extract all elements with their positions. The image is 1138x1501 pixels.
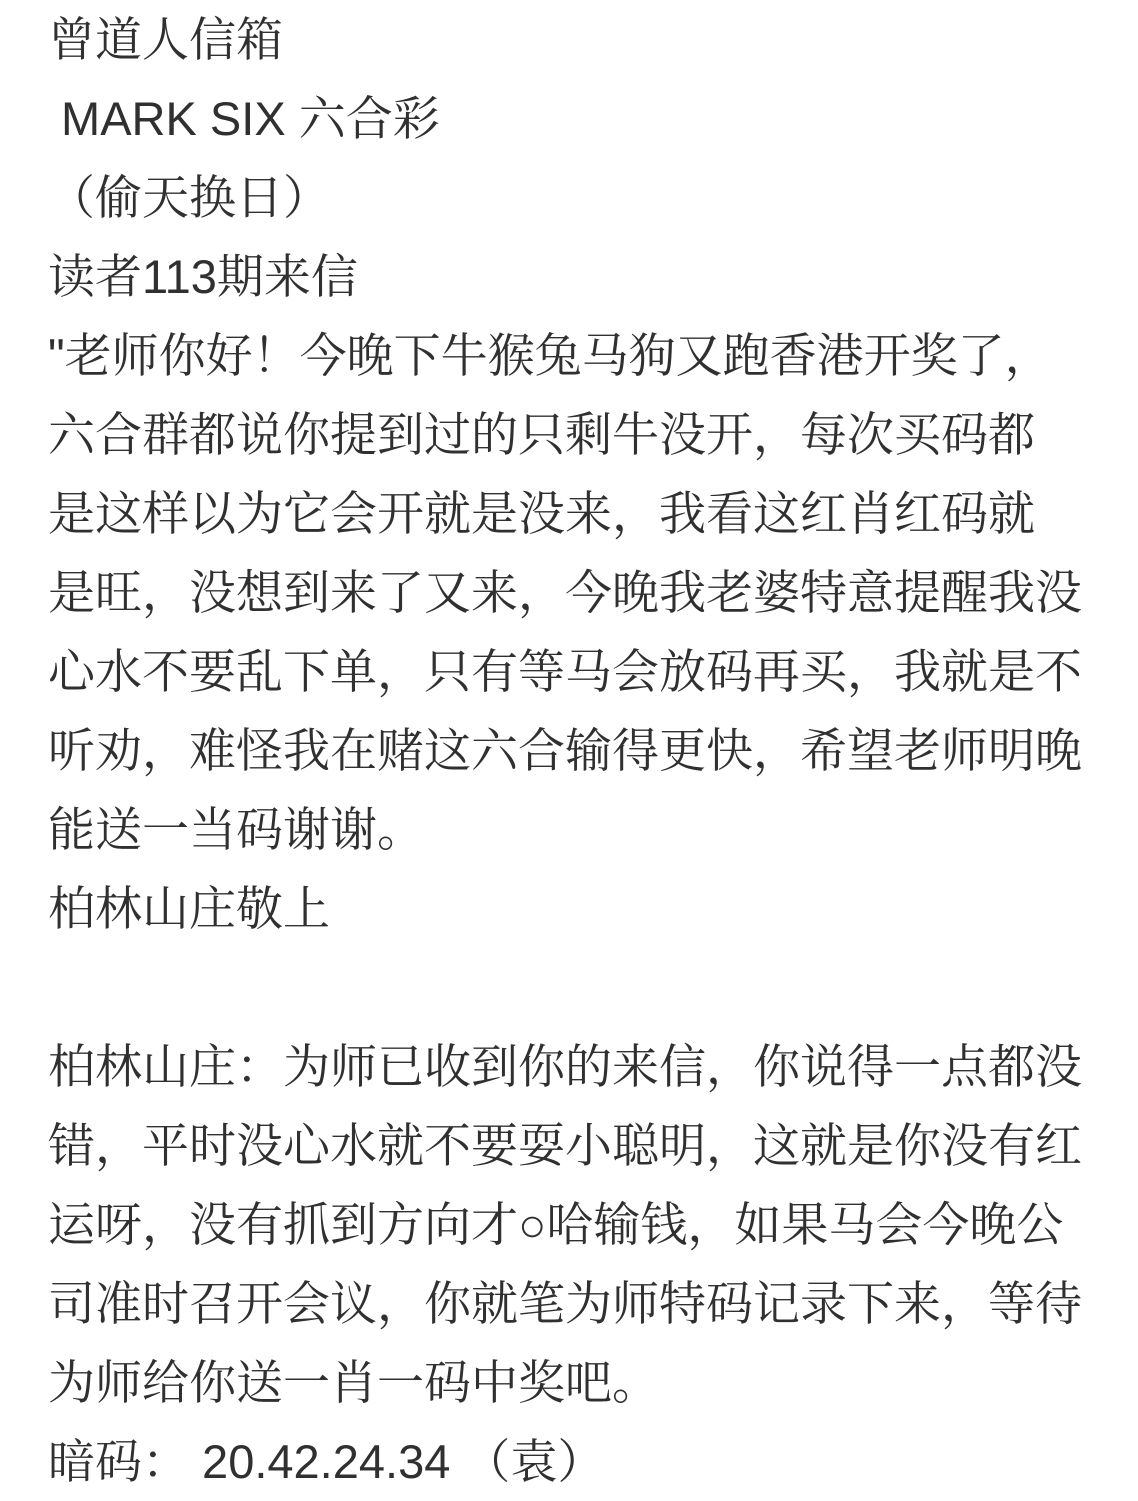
reader-letter-line: 六合群都说你提到过的只剩牛没开，每次买码都 — [48, 408, 1035, 461]
reader-letter-line: 能送一当码谢谢。 — [48, 803, 424, 856]
blank-line — [48, 948, 1102, 1027]
reader-letter-heading: 读者113期来信 — [48, 250, 358, 303]
reply-line: 错，平时没心水就不要耍小聪明，这就是你没有红 — [48, 1119, 1082, 1172]
secret-code-line: 暗码： 20.42.24.34 （袁） — [48, 1435, 605, 1488]
reader-letter-line: 心水不要乱下单，只有等马会放码再买，我就是不 — [48, 645, 1082, 698]
reader-letter-line: 听劝，难怪我在赌这六合输得更快，希望老师明晚 — [48, 724, 1082, 777]
reply-line: 为师给你送一肖一码中奖吧。 — [48, 1356, 659, 1409]
reply-line: 柏林山庄：为师已收到你的来信，你说得一点都没 — [48, 1040, 1082, 1093]
reader-signature: 柏林山庄敬上 — [48, 882, 330, 935]
reader-letter-line: "老师你好！今晚下牛猴兔马狗又跑香港开奖了， — [48, 329, 1052, 382]
page-title: 曾道人信箱 — [48, 13, 283, 66]
reader-letter-line: 是旺，没想到来了又来，今晚我老婆特意提醒我没 — [48, 566, 1082, 619]
reply-line: 司准时召开会议，你就笔为师特码记录下来，等待 — [48, 1277, 1082, 1330]
tagline: （偷天换日） — [48, 171, 330, 224]
reader-letter-line: 是这样以为它会开就是没来，我看这红肖红码就 — [48, 487, 1035, 540]
reply-line: 运呀，没有抓到方向才○哈输钱，如果马会今晚公 — [48, 1198, 1064, 1251]
mark-six-heading: MARK SIX 六合彩 — [48, 92, 440, 145]
